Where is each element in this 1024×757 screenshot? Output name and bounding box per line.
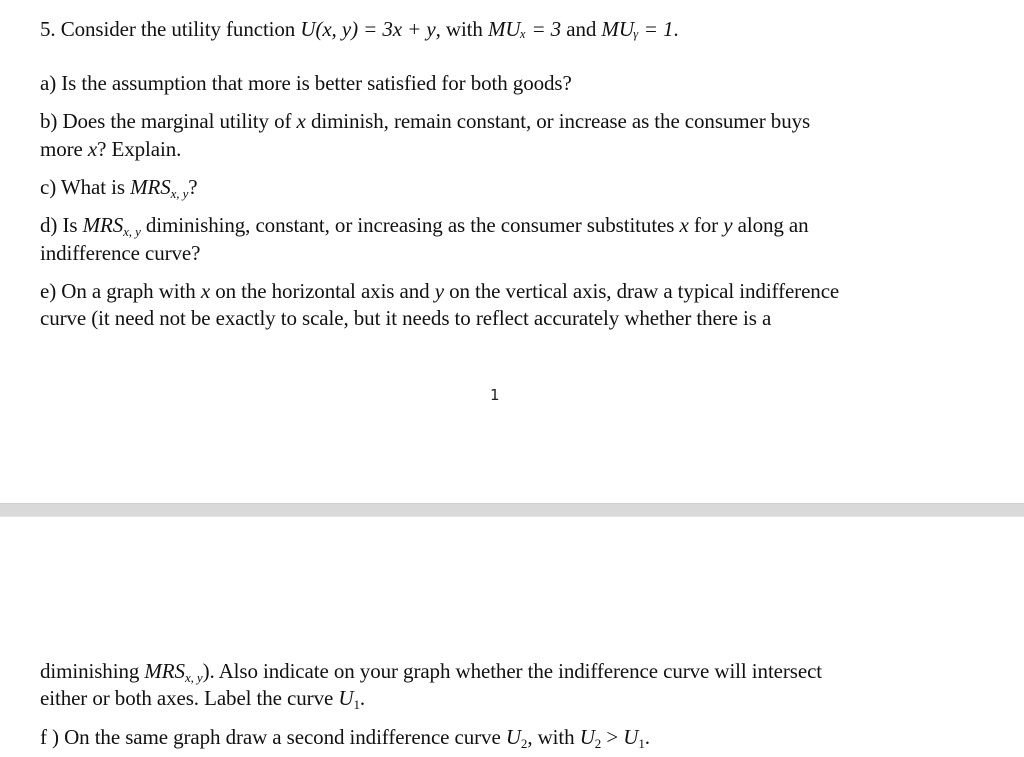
part-b-line1: b) Does the marginal utility of x diminish, remain constant, or increase as the consumer buys bbox=[40, 109, 811, 133]
marginal-utility-y: MUᵧ = 1 bbox=[601, 17, 674, 41]
part-f: f ) On the same graph draw a second indifference curve $U_2$, with $U_2 > U_1$. bbox=[40, 725, 650, 751]
page-2 bbox=[0, 517, 1024, 757]
page-number: 1 bbox=[490, 386, 500, 404]
page-separator bbox=[0, 503, 1024, 517]
part-e-line2: curve (it need not be exactly to scale, but it needs to reflect accurately whether there is a bbox=[40, 306, 772, 330]
part-d-line1: d) Is $MRS_{x, y}$ diminishing, constant, or increasing as the consumer substitutes x for y along an bbox=[40, 213, 809, 239]
utility-function: U(x, y) = 3x + y bbox=[300, 17, 436, 41]
question-5-header: 5. Consider the utility function U(x, y) = 3x + y, with MUₓ = 3 and MUᵧ = 1. bbox=[40, 17, 679, 41]
part-b-line2: more x? Explain. bbox=[40, 137, 182, 161]
part-e-continued-line1: diminishing $MRS_{x, y}$). Also indicate on your graph whether the indifference curve will intersect bbox=[40, 659, 823, 685]
part-a: a) Is the assumption that more is better satisfied for both goods? bbox=[40, 71, 572, 95]
part-d-line2: indifference curve? bbox=[40, 241, 201, 265]
marginal-utility-x: MUₓ = 3 bbox=[487, 17, 562, 41]
part-e-line1: e) On a graph with x on the horizontal axis and y on the vertical axis, draw a typical indifference bbox=[40, 279, 840, 303]
question-intro: Consider the utility function bbox=[60, 17, 296, 41]
with-word: with bbox=[445, 17, 483, 41]
part-e-continued-line2: either or both axes. Label the curve $U_1$. bbox=[40, 686, 365, 712]
question-number: 5. bbox=[40, 17, 56, 41]
and-word: and bbox=[566, 17, 597, 41]
part-c: c) What is $MRS_{x, y}$? bbox=[40, 175, 198, 201]
